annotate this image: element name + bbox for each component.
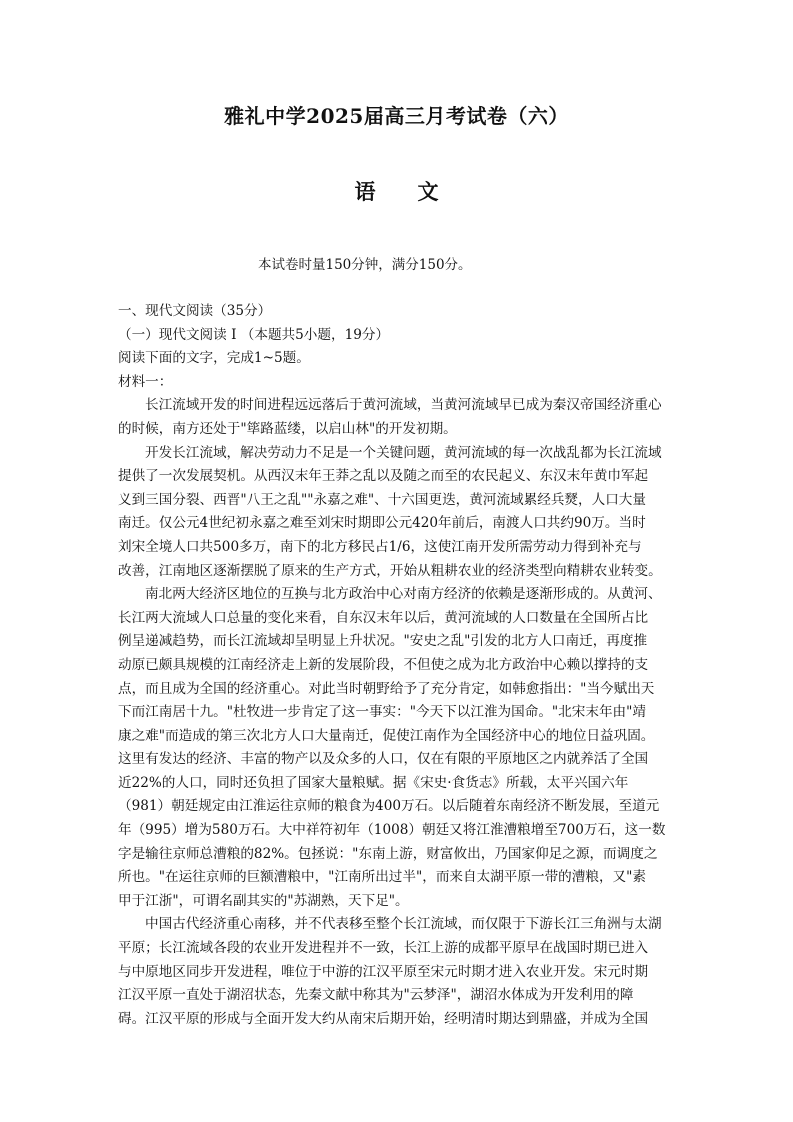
text-line: 改善，江南地区逐渐摆脱了原来的生产方式，开始从粗耕农业的经济类型向精耕农业转变。 — [118, 562, 662, 579]
text-line: 下而江南居十九。"杜牧进一步肯定了这一事实："今天下以江淮为国命。"北宋末年由"靖 — [118, 704, 646, 721]
text-line: （981）朝廷规定由江淮运往京师的粮食为400万石。以后随着东南经济不断发展，至道元 — [118, 798, 660, 815]
text-line: 材料一： — [118, 373, 173, 390]
text-line: 义到三国分裂、西晋"八王之乱""永嘉之难"、十六国更迭，黄河流域累经兵燹，人口大量 — [118, 491, 646, 508]
text-line: 长江两大流域人口总量的变化来看，自东汉末年以后，黄河流域的人口数量在全国所占比 — [118, 609, 649, 626]
text-line: 年（995）增为580万石。大中祥符初年（1008）朝廷又将江淮漕粮增至700万石，这一数 — [118, 822, 666, 839]
text-line: 字是输往京师总漕粮的82%。包拯说："东南上游，财富攸出，乃国家仰足之源，而调度之 — [118, 845, 658, 862]
text-line: 这里有发达的经济、丰富的物产以及众多的人口，仅在有限的平原地区之内就养活了全国 — [118, 751, 649, 768]
text-line: 例呈递减趋势，而长江流域却呈明显上升状况。"安史之乱"引发的北方人口南迁，再度推 — [118, 633, 648, 650]
subject-title: 语文 — [354, 179, 481, 204]
text-line: 长江流域开发的时间进程远远落后于黄河流域，当黄河流域早已成为秦汉帝国经济重心 — [145, 397, 662, 414]
text-line: 甲于江浙"，可谓名副其实的"苏湖熟，天下足"。 — [118, 892, 409, 909]
text-line: （一）现代文阅读 I （本题共5小题，19分） — [118, 326, 390, 343]
text-line: 碍。江汉平原的形成与全面开发大约从南宋后期开始，经明清时期达到鼎盛，并成为全国 — [118, 1010, 649, 1027]
document-body — [118, 300, 678, 1031]
text-line: 平原；长江流域各段的农业开发进程并不一致，长江上游的成都平原早在战国时期已进入 — [118, 940, 649, 957]
exam-title: 雅礼中学2025届高三月考试卷（六） — [224, 104, 569, 128]
text-line: 所也。"在运往京师的巨额漕粮中，"江南所出过半"，而来自太湖平原一带的漕粮，又"素 — [118, 869, 646, 886]
text-line: 南迁。仅公元4世纪初永嘉之难至刘宋时期即公元420年前后，南渡人口共约90万。当时 — [118, 515, 646, 532]
text-line: 提供了一次发展契机。从西汉末年王莽之乱以及随之而至的农民起义、东汉末年黄巾军起 — [118, 468, 649, 485]
text-line: 近22%的人口，同时还负担了国家大量粮赋。据《宋史·食货志》所载，太平兴国六年 — [118, 774, 629, 791]
text-line: 开发长江流域，解决劳动力不足是一个关键问题，黄河流域的每一次战乱都为长江流域 — [145, 444, 662, 461]
text-line: 动原已颇具规模的江南经济走上新的发展阶段，不但使之成为北方政治中心赖以撑持的支 — [118, 656, 649, 673]
text-line: 一、现代文阅读（35分） — [118, 303, 272, 319]
text-line: 与中原地区同步开发进程，唯位于中游的江汉平原至宋元时期才进入农业开发。宋元时期 — [118, 963, 649, 980]
exam-note: 本试卷时量150分钟，满分150分。 — [258, 257, 472, 273]
text-line: 康之难"而造成的第三次北方人口大量南迁，促使江南作为全国经济中心的地位日益巩固。 — [118, 727, 655, 744]
text-line: 点，而且成为全国的经济重心。对此当时朝野给予了充分肯定，如韩愈指出："当今赋出天 — [118, 680, 655, 697]
text-line: 刘宋全境人口共500多万，南下的北方移民占1/6，这使江南开发所需劳动力得到补充与 — [118, 538, 642, 555]
text-line: 中国古代经济重心南移，并不代表移至整个长江流域，而仅限于下游长江三角洲与太湖 — [145, 916, 662, 933]
text-line: 南北两大经济区地位的互换与北方政治中心对南方经济的依赖是逐渐形成的。从黄河、 — [145, 586, 662, 603]
text-line: 江汉平原一直处于湖沼状态，先秦文献中称其为"云梦泽"，湖沼水体成为开发利用的障 — [118, 987, 634, 1004]
text-line: 的时候，南方还处于"筚路蓝缕，以启山林"的开发初期。 — [118, 420, 457, 437]
text-line: 阅读下面的文字，完成1~5题。 — [118, 350, 310, 367]
